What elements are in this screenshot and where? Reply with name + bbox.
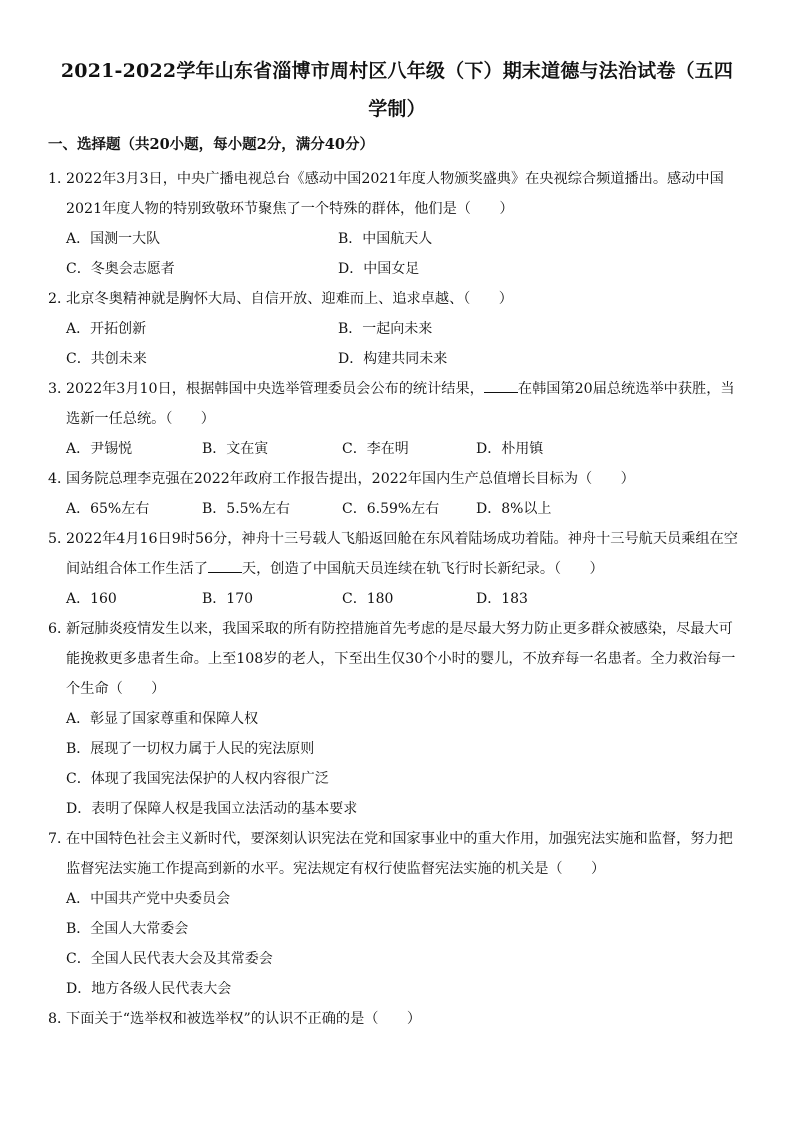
option-d: D．表明了保障人权是我国立法活动的基本要求 [66, 801, 358, 817]
question-8 [48, 1004, 746, 1034]
fill-blank [484, 378, 518, 393]
option-list [48, 884, 746, 1004]
question-number: 7． [48, 831, 72, 847]
option-c: C．共创未来 [66, 351, 147, 367]
question-number: 5． [48, 531, 72, 547]
option-a: A．中国共产党中央委员会 [66, 891, 231, 907]
question-stem: 国务院总理李克强在2022年政府工作报告提出，2022年国内生产总值增长目标为（ ） [66, 471, 635, 487]
option-c: C．全国人民代表大会及其常委会 [66, 951, 273, 967]
option-d: D．8%以上 [476, 501, 552, 517]
option-list [48, 314, 746, 374]
option-a: A．160 [66, 591, 117, 607]
option-b: B．170 [202, 591, 254, 607]
question-stem: 2022年3月3日，中央广播电视总台《感动中国2021年度人物颁奖盛典》在央视综合频道播出。感动中国2021年度人物的特别致敬环节聚焦了一个特殊的群体，他们是（ ） [66, 171, 724, 217]
question-2 [48, 284, 746, 374]
option-a: A．开拓创新 [66, 321, 147, 337]
question-number: 3． [48, 381, 72, 397]
question-7 [48, 824, 746, 1004]
option-a: A．65%左右 [66, 501, 150, 517]
option-d: D．地方各级人民代表大会 [66, 981, 232, 997]
question-stem [66, 374, 746, 434]
option-list [48, 584, 746, 614]
section-heading-choice: 一、选择题（共20小题，每小题2分，满分40分） [48, 136, 374, 153]
option-d: D．中国女足 [338, 261, 420, 277]
question-1 [48, 164, 746, 284]
question-6 [48, 614, 746, 824]
option-a: A．彰显了国家尊重和保障人权 [66, 711, 259, 727]
question-stem-part-b: 天，创造了中国航天员连续在轨飞行时长新纪录。（ ） [241, 561, 604, 577]
question-stem-part-a: 2022年4月16日9时56分，神舟十三号载人飞船返回舱在东风着陆场成功着陆。神舟十三号航天员乘组在空间站组合体工作生活了 [66, 531, 738, 577]
question-number: 4． [48, 471, 72, 487]
question-stem: 新冠肺炎疫情发生以来，我国采取的所有防控措施首先考虑的是尽最大努力防止更多群众被感染，尽最大可能挽救更多患者生命。上至108岁的老人，下至出生仅30个小时的婴儿，不放弃每一名患者。全力救治每一个生命（ ） [66, 621, 736, 697]
question-number: 2． [48, 291, 72, 307]
option-b: B．文在寅 [202, 441, 269, 457]
question-number: 6． [48, 621, 72, 637]
question-stem: 在中国特色社会主义新时代，要深刻认识宪法在党和国家事业中的重大作用，加强宪法实施和监督，努力把监督宪法实施工作提高到新的水平。宪法规定有权行使监督宪法实施的机关是（ ） [66, 831, 733, 877]
option-list [48, 224, 746, 284]
question-number: 8． [48, 1011, 72, 1027]
option-list [48, 434, 746, 464]
question-number: 1． [48, 171, 72, 187]
question-5 [48, 524, 746, 614]
option-c: C．180 [342, 591, 394, 607]
option-a: A．尹锡悦 [66, 441, 133, 457]
option-d: D．朴用镇 [476, 441, 544, 457]
question-stem-part-b: 在韩国第20届总统选举中获胜，当选新一任总统。（ ） [66, 381, 735, 427]
option-b: B．一起向未来 [338, 321, 433, 337]
option-b: B．5.5%左右 [202, 501, 290, 517]
question-4 [48, 464, 746, 524]
option-d: D．构建共同未来 [338, 351, 448, 367]
option-c: C．体现了我国宪法保护的人权内容很广泛 [66, 771, 329, 787]
option-c: C．李在明 [342, 441, 409, 457]
option-d: D．183 [476, 591, 528, 607]
question-stem-part-a: 2022年3月10日，根据韩国中央选举管理委员会公布的统计结果， [66, 381, 484, 397]
option-list [48, 494, 746, 524]
option-b: B．全国人大常委会 [66, 921, 189, 937]
question-3 [48, 374, 746, 464]
option-b: B．展现了一切权力属于人民的宪法原则 [66, 741, 315, 757]
option-list [48, 704, 746, 824]
fill-blank [208, 558, 242, 573]
question-stem: 下面关于“选举权和被选举权”的认识不正确的是（ ） [66, 1011, 422, 1027]
option-a: A．国测一大队 [66, 231, 161, 247]
option-c: C．冬奥会志愿者 [66, 261, 175, 277]
question-stem [66, 524, 746, 584]
option-b: B．中国航天人 [338, 231, 433, 247]
question-stem: 北京冬奥精神就是胸怀大局、自信开放、迎难而上、追求卓越、（ ） [66, 291, 513, 307]
exam-title: 2021-2022学年山东省淄博市周村区八年级（下）期末道德与法治试卷（五四学制） [60, 60, 734, 120]
option-c: C．6.59%左右 [342, 501, 440, 517]
